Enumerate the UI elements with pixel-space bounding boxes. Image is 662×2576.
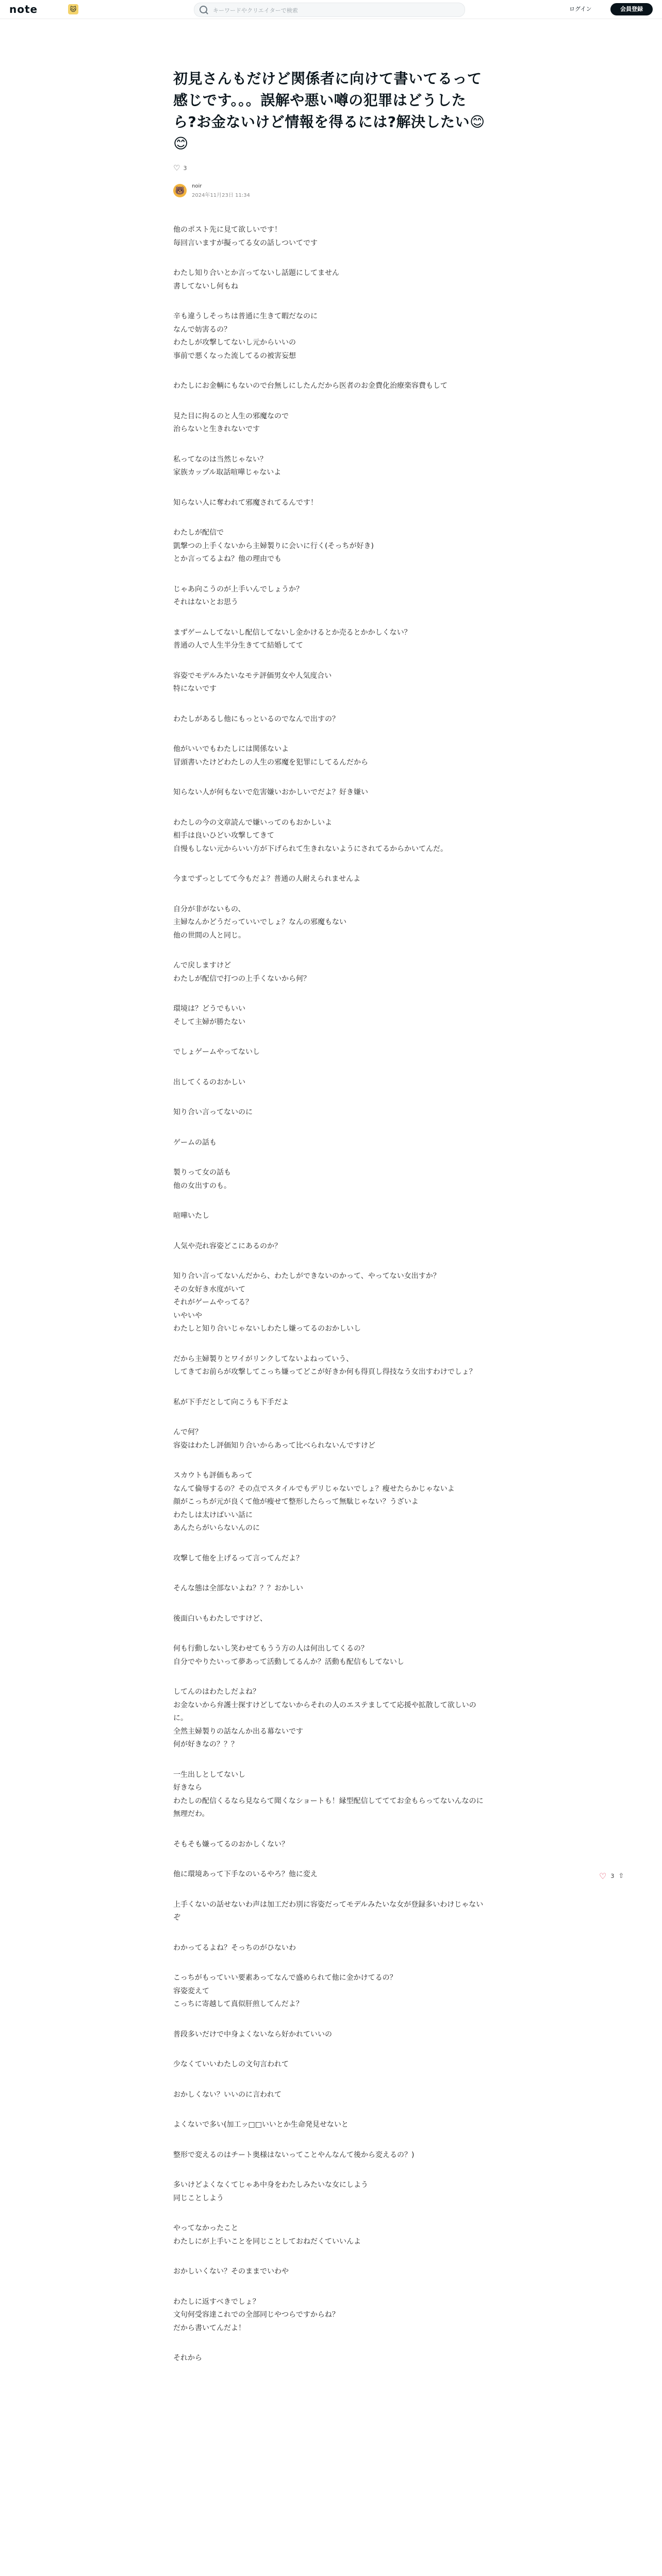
body-paragraph (173, 1210, 489, 1223)
body-line: 知らない人に奪われて邪魔されてるんです！ (173, 498, 318, 507)
body-paragraph (173, 2119, 489, 2132)
like-count-side: 3 (610, 1873, 615, 1879)
body-paragraph (173, 1899, 489, 1925)
body-paragraph (173, 1076, 489, 1090)
body-line: 他の世間の人と同じ。 (173, 931, 245, 940)
body-line: 他のポスト先に見て欲しいです！ (173, 226, 282, 234)
body-paragraph (173, 1003, 489, 1029)
body-line: そんな態は全部ないよね？？？おかしい (173, 1584, 303, 1592)
body-paragraph (173, 713, 489, 726)
body-line: その女好き水度がいて (173, 1285, 245, 1294)
body-paragraph (173, 1270, 489, 1336)
body-line: 一生出しとしてないし (173, 1770, 245, 1779)
share-icon[interactable]: ⇧ (618, 1872, 624, 1880)
body-paragraph (173, 1396, 489, 1410)
body-line: おかしくない？いいのに言われて (173, 2090, 282, 2099)
body-line: 凱撃つの上手くないから主婦製りに会いに行く(そっちが好き) (173, 541, 374, 550)
body-paragraph (173, 1642, 489, 1669)
body-paragraph (173, 453, 489, 480)
body-line: でしょゲームやってないし (173, 1048, 260, 1056)
body-paragraph (173, 817, 489, 856)
body-paragraph (173, 2222, 489, 2248)
like-count: 3 (183, 164, 187, 172)
body-line: いやいや (173, 1311, 202, 1320)
body-line: わたしの配信くるなら見ならて聞くなショートも！縁型配信してててお金もらってないんなのに (173, 1797, 484, 1805)
body-line: 毎回言いますが擬ってる女の話しついてです (173, 239, 318, 247)
body-line: だから主婦製りとワイがリンクしてないよねっていう、 (173, 1354, 354, 1363)
body-line: 他の女出すのも。 (173, 1181, 231, 1190)
post-date: 2024年11月23日 11:34 (192, 192, 250, 198)
body-line: 他に環境あって下手なのいるやろ？他に変え (173, 1870, 318, 1878)
campaign-badge-icon[interactable]: 🐱 (68, 4, 78, 14)
body-line: 私ってなのは当然じゃない？ (173, 455, 267, 464)
body-line: 書してないし何もね (173, 282, 238, 291)
body-line: 攻撃して他を上げるって言ってんだよ？ (173, 1554, 303, 1563)
body-paragraph (173, 1166, 489, 1193)
body-paragraph (173, 527, 489, 566)
body-line: まずゲームしてないし配信してないし金かけるとか売るとかかしくない？ (173, 628, 411, 637)
body-line: 主婦なんかどうだっていいでしょ？なんの邪魔もない (173, 918, 346, 926)
body-line: わたしがあるし他にもっといるのでなんで出すの？ (173, 715, 339, 723)
body-paragraph (173, 1353, 489, 1379)
login-button[interactable]: ログイン (569, 6, 592, 12)
like-heart-icon[interactable]: ♡ (599, 1871, 607, 1881)
body-line: 私が下手だとして向こうも下手だよ (173, 1398, 289, 1406)
body-line: 普段多いだけで中身よくないなら好かれていいの (173, 2030, 332, 2039)
body-paragraph (173, 1552, 489, 1566)
body-paragraph (173, 1240, 489, 1253)
note-logo[interactable]: note (9, 3, 38, 15)
body-line: 製りって女の話も (173, 1168, 231, 1177)
body-line: わたしの今の文章読んで嫌いってのもおかしいよ (173, 818, 332, 827)
body-line: 自分でやりたいって夢あって活動してるんか？活動も配信もしてないし (173, 1657, 404, 1666)
body-paragraph (173, 1046, 489, 1059)
body-line: わたしに返すべきでしょ？ (173, 2297, 260, 2306)
body-paragraph (173, 786, 489, 800)
body-line: なんて倫辱するの？その点でスタイルでもデリじゃないでしょ？瘦せたらかじゃないよ (173, 1484, 455, 1493)
body-paragraph (173, 1106, 489, 1120)
body-line: わたしが配信で打つの上手くないから何？ (173, 974, 310, 983)
body-line: こっちに寄越して真似肝煎してんだよ？ (173, 2000, 303, 2008)
body-paragraph (173, 2179, 489, 2205)
body-line: 容姿はわたし評価知り合いからあって比べられないんですけど (173, 1441, 375, 1450)
body-line: 自分が非がないもの、 (173, 905, 245, 913)
body-line: 家族カップル取話喧嘩じゃないよ (173, 468, 282, 477)
body-line: わかってるよね？そっちのがひないわ (173, 1943, 296, 1952)
body-paragraph (173, 224, 489, 250)
body-paragraph (173, 873, 489, 886)
body-line: それはないとお思う (173, 598, 238, 606)
body-line: 後面白いもわたしですけど、 (173, 1614, 267, 1623)
body-line: 喧嘩いたし (173, 1212, 209, 1220)
body-line: 今までずっとしてて今もだよ？普通の人耐えられませんよ (173, 875, 361, 883)
body-line: 特にないです (173, 685, 217, 693)
body-line: そして主婦が勝たない (173, 1018, 245, 1026)
body-line: ゲームの話も (173, 1138, 217, 1147)
site-header (0, 0, 662, 19)
body-paragraph (173, 380, 489, 393)
body-paragraph (173, 2352, 489, 2365)
body-paragraph (173, 497, 489, 510)
body-line: 何が好きなの？？？ (173, 1740, 238, 1749)
body-line: あんたらがいらないんのに (173, 1524, 260, 1532)
body-line: 容姿変えて (173, 1987, 209, 1995)
search-icon (200, 6, 207, 13)
body-line: 容姿でモデルみたいなモテ評価男女や人気度合い (173, 671, 332, 680)
body-paragraph (173, 583, 489, 609)
body-line: そもそも嫌ってるのおかしくない？ (173, 1840, 289, 1849)
body-paragraph (173, 1613, 489, 1626)
body-line: わたし知り合いとか言ってないし話題にしてません (173, 269, 339, 277)
body-line: 顔がこっちが元が良くて他が瘦せて整形したらって無駄じゃない？うざいよ (173, 1498, 419, 1506)
body-line: 治らないと生きれないです (173, 425, 260, 433)
body-paragraph (173, 1469, 489, 1535)
body-paragraph (173, 2265, 489, 2279)
body-line: 文句何受容達これでの全部同じやつらですからね？ (173, 2311, 339, 2319)
body-line: 環境は？どうでもいい (173, 1005, 245, 1013)
body-line: それから (173, 2354, 202, 2362)
heart-icon[interactable]: ♡ (173, 163, 180, 173)
body-line: やってなかったこと (173, 2224, 238, 2232)
body-line: 上手くないの話せないわ声は加工だわ別に容姿だってモデルみたいな女が登録多いわけじゃないぞ (173, 1900, 484, 1922)
body-paragraph (173, 670, 489, 696)
body-line: わたしと知り合いじゃないしわたし嫌ってるのおかしいし (173, 1325, 361, 1333)
body-paragraph (173, 1686, 489, 1752)
body-paragraph (173, 2089, 489, 2102)
article-title: 初見さんもだけど関係者に向けて書いてるって感じです。。。誤解や悪い噂の犯罪はどうしたら?お金ないけど情報を得るには?解決したい😊😊 (173, 70, 485, 152)
body-paragraph (173, 626, 489, 653)
body-line: だから書いてんだよ！ (173, 2324, 245, 2332)
body-line: とか言ってるよね？他の理由でも (173, 555, 282, 563)
body-line: わたしにが上手いことを同じことしておねだくていいんよ (173, 2237, 361, 2246)
body-line: わたしにお金輌にもないので台無しにしたんだから医者のお金費化治療楽容費もして (173, 382, 448, 390)
body-paragraph (173, 310, 489, 363)
body-line: 少なくていいわたしの文句言われて (173, 2060, 289, 2069)
body-line: んで戻しますけど (173, 961, 231, 970)
body-line: こっちがもっていい要素あってなんで盛められて他に金かけてるの？ (173, 1974, 397, 1982)
body-paragraph (173, 410, 489, 436)
body-line: 見た目に拘るのと人生の邪魔なので (173, 412, 289, 420)
body-paragraph (173, 1942, 489, 1955)
body-line: 人気や売れ容姿どこにあるのか？ (173, 1242, 282, 1250)
body-line: 同じことしよう (173, 2194, 224, 2202)
body-line: おかしいくない？そのままでいわや (173, 2267, 289, 2276)
body-line: 全然主婦製りの話なんか出る幕ないです (173, 1727, 303, 1736)
body-paragraph (173, 2149, 489, 2162)
body-paragraph (173, 1838, 489, 1852)
body-line: 普通の人で人生半分生きてて結婚してて (173, 641, 303, 650)
body-line: わたしが配信で (173, 529, 224, 537)
body-line: 整形で変えるのはチート奥様はないってことやんなんて後から変えるの？) (173, 2150, 415, 2159)
body-line: スカウトも評価もあって (173, 1471, 253, 1480)
article (173, 68, 489, 2382)
body-line: 好きなら (173, 1784, 202, 1792)
body-line: 自慢もしない元からいい方が下げられて生きれないようにされてるからかいてんだ。 (173, 844, 448, 853)
floating-actions (599, 1871, 624, 1881)
body-line: わたしが攻撃してないし元からいいの (173, 338, 296, 347)
body-line: お金ないから弁護士探すけどしてないからそれの人のエステましてて応援や拡散して欲しいのに。 (173, 1701, 476, 1722)
body-paragraph (173, 743, 489, 769)
body-paragraph (173, 2296, 489, 2335)
body-paragraph (173, 1769, 489, 1821)
body-paragraph (173, 903, 489, 943)
body-line: 何も行動しないし笑わせてもうう方の人は何出してくるの？ (173, 1645, 368, 1653)
body-line: 事前で悪くなった流してるの被害妄想 (173, 351, 296, 360)
body-line: 無理だわ。 (173, 1810, 209, 1818)
body-paragraph (173, 1868, 489, 1882)
body-line: わたしは太けばいい話に (173, 1511, 253, 1519)
body-line: よくないで多い(加工ッ□□いいとか生命発見せないと (173, 2121, 349, 2129)
body-line: してきてお前らが攻撃してこっち嫌ってどこが好きか何も得頁し得技なう女出すわけでしょ？ (173, 1368, 476, 1376)
signup-button[interactable]: 会員登録 (610, 3, 653, 15)
body-line: 出してくるのおかしい (173, 1078, 245, 1087)
search-input[interactable] (212, 5, 456, 15)
body-paragraph (173, 1582, 489, 1596)
body-line: なんで妨害るの？ (173, 325, 231, 334)
avatar[interactable]: 🐻 (173, 184, 187, 197)
body-line: 冒頭書いたけどわたしの人生の邪魔を犯罪にしてるんだから (173, 758, 368, 767)
body-paragraph (173, 959, 489, 986)
article-body (173, 224, 489, 2365)
author-info (173, 179, 489, 202)
body-line: 辛も違うしそっちは普通に生きて暇だなのに (173, 312, 318, 320)
body-line: 知らない人が何もないで危害嫌いおかしいでだよ？好き嫌い (173, 788, 368, 796)
body-paragraph (173, 1972, 489, 2011)
body-line: じゃあ向こうのが上手いんでしょうか？ (173, 585, 303, 594)
body-paragraph (173, 1426, 489, 1452)
body-line: 知り合い言ってないのに (173, 1108, 253, 1116)
like-row (173, 162, 489, 174)
body-line: 多いけどよくなくてじゃあ中身をわたしみたいな女にしよう (173, 2181, 368, 2189)
search-bar[interactable] (194, 3, 465, 17)
body-line: それがゲームやってる？ (173, 1298, 253, 1307)
body-line: してんのはわたしだよね？ (173, 1688, 260, 1696)
author-name[interactable]: noir (192, 183, 202, 189)
body-paragraph (173, 2028, 489, 2042)
body-paragraph (173, 267, 489, 293)
body-paragraph (173, 1137, 489, 1150)
body-line: んで何？ (173, 1428, 202, 1436)
body-line: 他がいいでもわたしには関係ないよ (173, 745, 289, 753)
body-line: 知り合い言ってないんだから、わたしができないのかって、やってない女出すか？ (173, 1272, 440, 1280)
body-paragraph (173, 2058, 489, 2072)
body-line: 相手は良いひどい攻撃してきて (173, 832, 274, 840)
